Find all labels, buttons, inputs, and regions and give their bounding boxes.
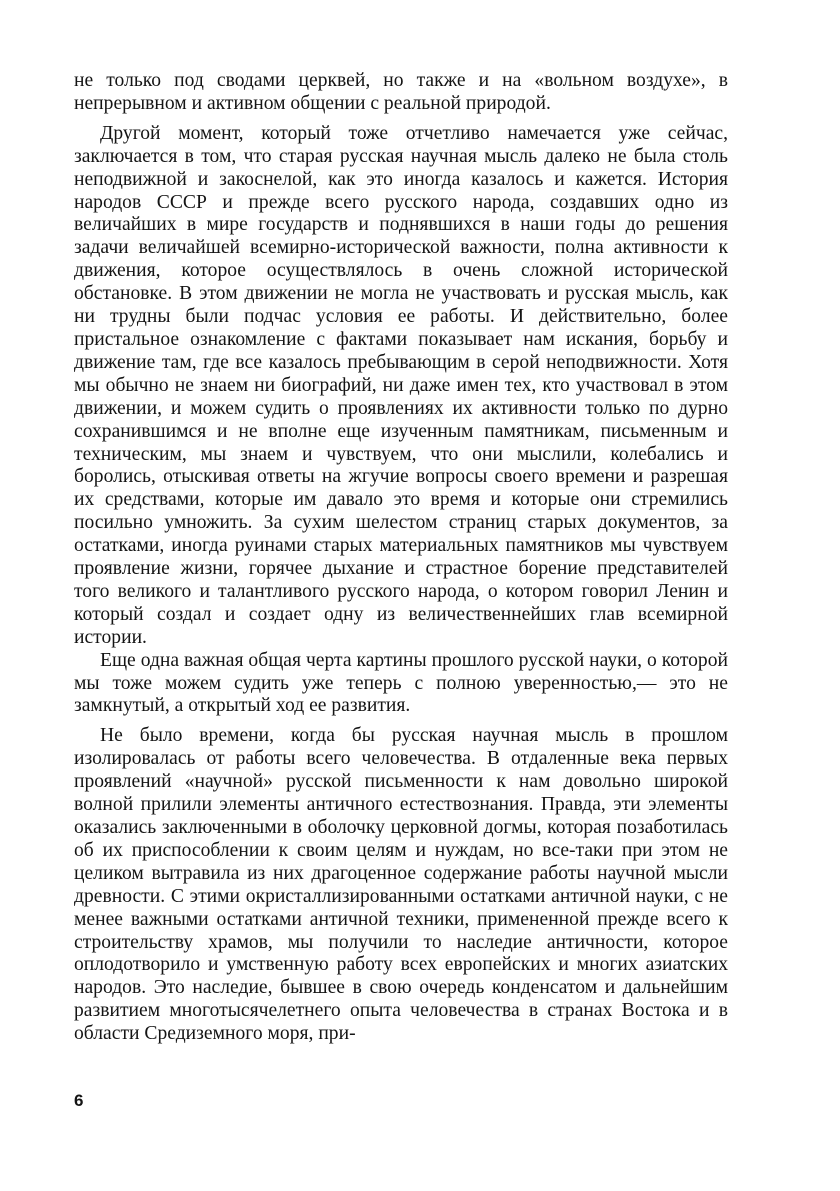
- paragraph-open-development: Еще одна важная общая черта картины прошлого русской науки, о которой мы тоже можем судить уже теперь с полною уверенностью,— это не замкнутый, а открытый ход ее развития.: [74, 649, 728, 717]
- paragraph-antiquity-heritage: Не было времени, когда бы русская научная мысль в прошлом изолировалась от работы всего человечества. В отдаленные века первых проявлений «научной» русской письменности к нам довольно широкой волной прилили элементы античного естествознания. Правда, эти элементы оказались заключенными в оболочку церковной догмы, которая позаботилась об их приспособлении к своим целям и нуждам, но все-таки при этом не целиком вытравила из них драгоценное содержание работы научной мысли древности. С этими окристаллизированными остатками античной науки, с не менее важными остатками античной техники, примененной прежде всего к строительству храмов, мы получили то наследие античности, которое оплодотворило и умственную работу всех европейских и многих азиатских народов. Это наследие, бывшее в свою очередь конденсатом и дальнейшим развитием многотысячелетнего опыта человечества в странах Востока и в области Средиземного моря, при-: [74, 725, 728, 1045]
- paragraph-scientific-thought: Другой момент, который тоже отчетливо намечается уже сейчас, заключается в том, что старая русская научная мысль далеко не была столь неподвижной и закоснелой, как это иногда казалось и кажется. История народов СССР и прежде всего русского народа, создавших одно из величайших в мире государств и поднявшихся в наши годы до решения задачи величайшей всемирно-исторической важности, полна активности к движения, которое осуществлялось в очень сложной исторической обстановке. В этом движении не могла не участвовать и русская мысль, как ни трудны были подчас условия ее работы. И действительно, более пристальное ознакомление с фактами показывает нам искания, борьбу и движение там, где все казалось пребывающим в серой неподвижности. Хотя мы обычно не знаем ни биографий, ни даже имен тех, кто участвовал в этом движении, и можем судить о проявлениях их активности только по дурно сохранившимся и не вполне еще изученным памятникам, письменным и техническим, мы знаем и чувствуем, что они мыслили, колебались и боролись, отыскивая ответы на жгучие вопросы своего времени и разрешая их средствами, которые им давало это время и которые они стремились посильно умножить. За сухим шелестом страниц старых документов, за остатками, иногда руинами старых материальных памятников мы чувствуем проявление жизни, горячее дыхание и страстное борение представителей того великого и талантливого русского народа, о котором говорил Ленин и который создал и создает одну из величественнейших глав всемирной истории.: [74, 122, 728, 648]
- page-number: 6: [74, 1091, 84, 1110]
- body-text: [74, 70, 728, 1046]
- paragraph-continuation: не только под сводами церквей, но также и на «вольном воздухе», в непрерывном и активном общении с реальной природой.: [74, 70, 728, 114]
